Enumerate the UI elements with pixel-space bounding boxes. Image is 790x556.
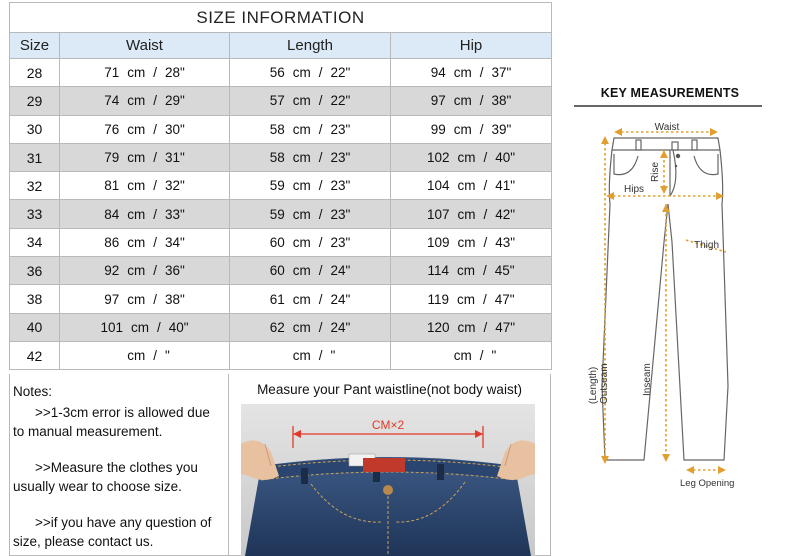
length-cell xyxy=(230,87,391,115)
separator: / xyxy=(318,234,323,250)
unit-cm: cm xyxy=(127,65,146,81)
hip-cell-cm-value: 119 xyxy=(427,291,449,307)
waist-cell-cm-value: 79 xyxy=(104,150,120,166)
separator: / xyxy=(483,178,488,194)
size-cell: 34 xyxy=(10,228,60,256)
unit-cm: cm xyxy=(453,348,472,364)
unit-cm: cm xyxy=(457,178,476,194)
unit-cm: cm xyxy=(127,291,146,307)
size-cell: 32 xyxy=(10,172,60,200)
hip-cell xyxy=(391,313,552,341)
waist-cell xyxy=(60,341,230,369)
separator: / xyxy=(318,319,323,335)
waist-cell-inch-value: 28" xyxy=(164,65,185,81)
length-cell-cm-value: 60 xyxy=(269,234,285,250)
header-hip: Hip xyxy=(391,33,552,59)
hip-cell xyxy=(391,143,552,171)
length-cell xyxy=(230,228,391,256)
length-cell xyxy=(230,257,391,285)
unit-cm: cm xyxy=(292,121,311,137)
length-cell xyxy=(230,341,391,369)
unit-cm: cm xyxy=(127,263,146,279)
separator: / xyxy=(153,150,157,166)
size-cell: 30 xyxy=(10,115,60,143)
hip-cell-cm-value: 107 xyxy=(426,206,450,222)
waist-cell-inch-value: 33" xyxy=(164,206,185,222)
unit-cm: cm xyxy=(292,348,311,364)
hip-cell xyxy=(391,59,552,87)
outseam-label: Outseam xyxy=(599,363,610,404)
hip-cell-inch-value: 47" xyxy=(495,319,516,335)
separator: / xyxy=(483,206,488,222)
waist-cell-cm-value: 86 xyxy=(104,234,120,250)
length-cell xyxy=(230,313,391,341)
photo-caption: Measure your Pant waistline(not body waist) xyxy=(257,382,522,397)
leg-opening-label: Leg Opening xyxy=(680,478,735,489)
waist-cell-inch-value: 34" xyxy=(164,234,185,250)
notes-box xyxy=(9,374,229,556)
size-cell: 28 xyxy=(10,59,60,87)
length-cell-inch-value: 23" xyxy=(330,234,351,250)
waist-label: Waist xyxy=(654,122,680,133)
hip-cell-inch-value: " xyxy=(491,348,497,364)
length-cell-cm-value: 59 xyxy=(269,178,285,194)
separator: / xyxy=(482,263,487,279)
waist-cell-cm-value: 101 xyxy=(100,319,123,335)
unit-cm: cm xyxy=(292,65,311,81)
unit-cm: cm xyxy=(292,150,311,166)
rise-label: Rise xyxy=(650,161,661,182)
separator: / xyxy=(479,121,484,137)
header-length: Length xyxy=(230,33,391,59)
hip-cell-inch-value: 45" xyxy=(494,263,515,279)
separator: / xyxy=(153,121,157,137)
hip-cell-inch-value: 39" xyxy=(491,121,512,137)
waist-cell xyxy=(60,285,230,313)
separator: / xyxy=(318,348,323,364)
waist-cell xyxy=(60,59,230,87)
unit-cm: cm xyxy=(127,178,146,194)
size-row xyxy=(10,115,552,143)
length-cell-inch-value: " xyxy=(330,348,336,364)
hip-cell xyxy=(391,87,552,115)
waist-cell xyxy=(60,143,230,171)
length-cell-inch-value: 24" xyxy=(330,319,351,335)
unit-cm: cm xyxy=(292,206,311,222)
note-text: >>Measure the clothes you xyxy=(35,460,198,475)
unit-cm: cm xyxy=(130,319,149,335)
size-cell: 36 xyxy=(10,257,60,285)
unit-cm: cm xyxy=(127,121,146,137)
note-text: >>1-3cm error is allowed due xyxy=(35,405,210,420)
length-cell-inch-value: 23" xyxy=(330,178,351,194)
unit-cm: cm xyxy=(292,263,311,279)
unit-cm: cm xyxy=(457,319,476,335)
waist-cell-cm-value: 97 xyxy=(104,291,120,307)
length-cell xyxy=(230,285,391,313)
waist-cell-cm-value: 71 xyxy=(104,65,120,81)
waist-photo-panel xyxy=(229,374,551,556)
hip-cell-cm-value: 109 xyxy=(426,234,450,250)
size-row xyxy=(10,59,552,87)
waist-cell-cm-value: 76 xyxy=(104,121,120,137)
note-text: usually wear to choose size. xyxy=(13,479,182,494)
hip-cell-inch-value: 43" xyxy=(495,234,516,250)
hip-cell xyxy=(391,200,552,228)
key-measurements-title: KEY MEASUREMENTS xyxy=(600,86,740,100)
hip-cell-inch-value: 42" xyxy=(495,206,516,222)
note-text: >>if you have any question of xyxy=(35,515,212,530)
unit-cm: cm xyxy=(457,234,476,250)
size-table xyxy=(9,2,552,370)
waist-cell-inch-value: 38" xyxy=(164,291,185,307)
separator: / xyxy=(156,319,161,335)
separator: / xyxy=(318,178,323,194)
size-row xyxy=(10,313,552,341)
hips-label: Hips xyxy=(624,184,645,195)
waist-cell-inch-value: 31" xyxy=(164,150,185,166)
separator: / xyxy=(318,291,323,307)
waist-cell-inch-value: 30" xyxy=(164,121,185,137)
unit-cm: cm xyxy=(127,206,146,222)
unit-cm: cm xyxy=(292,291,311,307)
length-cell-cm-value: 61 xyxy=(269,291,285,307)
length-cell-inch-value: 22" xyxy=(330,65,351,81)
separator: / xyxy=(483,150,488,166)
unit-cm: cm xyxy=(456,291,475,307)
note-item xyxy=(13,458,228,496)
hip-cell-inch-value: 47" xyxy=(494,291,515,307)
inseam-label: Inseam xyxy=(642,363,653,396)
length-cell xyxy=(230,143,391,171)
waist-cell-inch-value: 36" xyxy=(164,263,185,279)
waist-cell xyxy=(60,228,230,256)
size-cell: 29 xyxy=(10,87,60,115)
waist-cell xyxy=(60,172,230,200)
separator: / xyxy=(318,206,323,222)
length-cell xyxy=(230,59,391,87)
hip-cell-cm-value: 97 xyxy=(430,93,446,109)
unit-cm: cm xyxy=(127,348,146,364)
table-header-row xyxy=(10,33,552,59)
length-cell-inch-value: 24" xyxy=(330,263,351,279)
notes-title: Notes: xyxy=(13,384,53,399)
note-text: size, please contact us. xyxy=(13,534,154,549)
hip-cell-cm-value: 102 xyxy=(426,150,450,166)
hip-cell-inch-value: 40" xyxy=(495,150,516,166)
waist-cell xyxy=(60,115,230,143)
cm-x2-label: CM×2 xyxy=(371,418,405,432)
separator: / xyxy=(153,263,157,279)
length-cell-cm-value: 58 xyxy=(269,121,285,137)
separator: / xyxy=(153,348,157,364)
waist-cell-inch-value: " xyxy=(164,348,170,364)
unit-cm: cm xyxy=(453,65,472,81)
hip-cell-inch-value: 38" xyxy=(491,93,512,109)
length-cell-inch-value: 24" xyxy=(330,291,351,307)
length-cell xyxy=(230,115,391,143)
size-row xyxy=(10,172,552,200)
header-waist: Waist xyxy=(60,33,230,59)
pants-diagram xyxy=(572,86,768,496)
hip-cell xyxy=(391,341,552,369)
separator: / xyxy=(153,93,157,109)
length-cell xyxy=(230,200,391,228)
separator: / xyxy=(318,150,323,166)
length-cell-cm-value: 60 xyxy=(269,263,285,279)
separator: / xyxy=(482,291,487,307)
waist-cell-inch-value: 32" xyxy=(164,178,185,194)
length-label: (Length) xyxy=(588,366,599,404)
waist-cell xyxy=(60,87,230,115)
length-cell-cm-value: 59 xyxy=(269,206,285,222)
hip-cell-inch-value: 37" xyxy=(491,65,512,81)
separator: / xyxy=(318,65,323,81)
separator: / xyxy=(318,93,323,109)
unit-cm: cm xyxy=(453,93,472,109)
hip-cell xyxy=(391,228,552,256)
separator: / xyxy=(483,319,488,335)
length-cell xyxy=(230,172,391,200)
hip-cell xyxy=(391,257,552,285)
length-cell-cm-value: 57 xyxy=(269,93,285,109)
size-row xyxy=(10,143,552,171)
hip-cell-cm-value: 104 xyxy=(426,178,450,194)
unit-cm: cm xyxy=(127,93,146,109)
separator: / xyxy=(153,178,157,194)
separator: / xyxy=(153,65,157,81)
separator: / xyxy=(318,263,323,279)
separator: / xyxy=(153,234,157,250)
hip-cell-cm-value: 99 xyxy=(430,121,446,137)
waist-cell xyxy=(60,313,230,341)
separator: / xyxy=(318,121,323,137)
hip-cell xyxy=(391,115,552,143)
size-row xyxy=(10,257,552,285)
unit-cm: cm xyxy=(292,234,311,250)
waist-cell-cm-value: 92 xyxy=(104,263,120,279)
length-cell-inch-value: 23" xyxy=(330,206,351,222)
separator: / xyxy=(479,93,484,109)
unit-cm: cm xyxy=(457,206,476,222)
hip-cell-cm-value: 94 xyxy=(430,65,446,81)
size-cell: 31 xyxy=(10,143,60,171)
separator: / xyxy=(153,206,157,222)
length-cell-cm-value: 62 xyxy=(269,319,285,335)
size-row xyxy=(10,285,552,313)
waist-cell-inch-value: 40" xyxy=(168,319,189,335)
unit-cm: cm xyxy=(456,263,475,279)
key-measurements-panel xyxy=(572,86,768,496)
header-size: Size xyxy=(10,33,60,59)
note-item xyxy=(13,403,228,441)
waist-cell xyxy=(60,200,230,228)
hip-cell-cm-value: 114 xyxy=(427,263,449,279)
unit-cm: cm xyxy=(292,93,311,109)
separator: / xyxy=(153,291,157,307)
note-text: to manual measurement. xyxy=(13,424,163,439)
hip-cell xyxy=(391,285,552,313)
length-cell-inch-value: 23" xyxy=(330,121,351,137)
separator: / xyxy=(483,234,488,250)
note-item xyxy=(13,513,228,551)
size-row xyxy=(10,228,552,256)
size-cell: 33 xyxy=(10,200,60,228)
unit-cm: cm xyxy=(292,178,311,194)
thigh-label: Thigh xyxy=(694,240,720,251)
waist-cell-cm-value: 81 xyxy=(104,178,120,194)
unit-cm: cm xyxy=(292,319,311,335)
unit-cm: cm xyxy=(127,234,146,250)
table-title: SIZE INFORMATION xyxy=(10,3,552,33)
length-cell-cm-value: 58 xyxy=(269,150,285,166)
waist-cell-inch-value: 29" xyxy=(164,93,185,109)
hip-cell-inch-value: 41" xyxy=(495,178,516,194)
hip-cell-cm-value: 120 xyxy=(426,319,450,335)
waist-measure-photo xyxy=(241,404,535,556)
size-cell: 42 xyxy=(10,341,60,369)
length-cell-cm-value: 56 xyxy=(269,65,285,81)
unit-cm: cm xyxy=(453,121,472,137)
waist-cell-cm-value: 74 xyxy=(104,93,120,109)
size-row xyxy=(10,200,552,228)
size-cell: 40 xyxy=(10,313,60,341)
separator: / xyxy=(479,65,484,81)
length-cell-inch-value: 22" xyxy=(330,93,351,109)
size-row xyxy=(10,341,552,369)
waist-cell-cm-value: 84 xyxy=(104,206,120,222)
size-cell: 38 xyxy=(10,285,60,313)
unit-cm: cm xyxy=(457,150,476,166)
separator: / xyxy=(479,348,484,364)
unit-cm: cm xyxy=(127,150,146,166)
hip-cell xyxy=(391,172,552,200)
length-cell-inch-value: 23" xyxy=(330,150,351,166)
size-row xyxy=(10,87,552,115)
waist-cell xyxy=(60,257,230,285)
